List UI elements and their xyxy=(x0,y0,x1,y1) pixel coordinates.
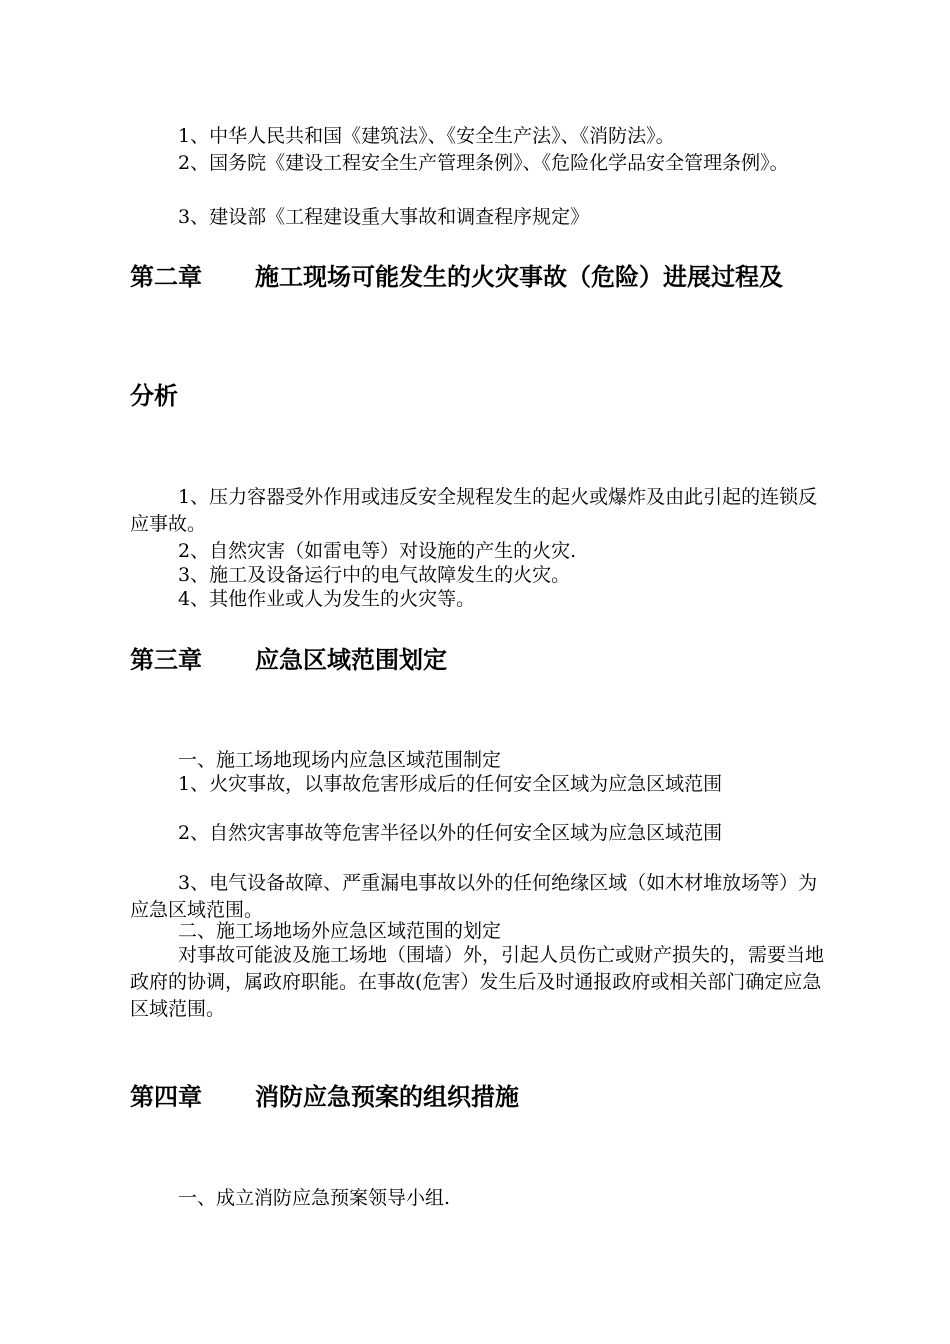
chapter-2-title-continued: 分析 xyxy=(130,382,178,410)
chapter-3-item-4: 3、电气设备故障、严重漏电事故以外的任何绝缘区域（如木材堆放场等）为应急区域范围。 xyxy=(130,872,818,921)
chapter-4-heading xyxy=(130,1082,850,1112)
chapter-2-heading xyxy=(130,262,850,292)
reference-item-2: 2、国务院《建设工程安全生产管理条例》、《危险化学品安全管理条例》。 xyxy=(178,152,789,174)
reference-item-3: 3、建设部《工程建设重大事故和调查程序规定》 xyxy=(178,206,590,228)
chapter-2-title: 施工现场可能发生的火灾事故（危险）进展过程及 xyxy=(255,263,783,291)
chapter-3-heading xyxy=(130,645,850,675)
chapter-3-item-6: 对事故可能波及施工场地（围墙）外，引起人员伤亡或财产损失的，需要当地政府的协调，属政府职能。在事故(危害）发生后及时通报政府或相关部门确定应急区域范围。 xyxy=(130,944,825,1020)
chapter-2-number: 第二章 xyxy=(130,263,202,291)
chapter-3-number: 第三章 xyxy=(130,646,202,674)
chapter-2-item-2: 2、自然灾害（如雷电等）对设施的产生的火灾. xyxy=(178,540,577,562)
chapter-3-item-2: 1、火灾事故，以事故危害形成后的任何安全区域为应急区域范围 xyxy=(178,773,723,795)
chapter-3-title: 应急区域范围划定 xyxy=(255,646,447,674)
chapter-3-item-1: 一、施工场地现场内应急区域范围制定 xyxy=(178,749,502,771)
chapter-2-item-3: 3、施工及设备运行中的电气故障发生的火灾。 xyxy=(178,564,571,586)
chapter-2-item-4: 4、其他作业或人为发生的火灾等。 xyxy=(178,588,476,610)
chapter-4-item-1: 一、成立消防应急预案领导小组. xyxy=(178,1187,451,1209)
chapter-4-number: 第四章 xyxy=(130,1083,202,1111)
reference-item-1: 1、中华人民共和国《建筑法》、《安全生产法》、《消防法》。 xyxy=(178,125,675,147)
chapter-2-item-1: 1、压力容器受外作用或违反安全规程发生的起火或爆炸及由此引起的连锁反应事故。 xyxy=(130,486,818,535)
chapter-4-title: 消防应急预案的组织措施 xyxy=(255,1083,519,1111)
chapter-3-item-5: 二、施工场地场外应急区域范围的划定 xyxy=(178,920,502,942)
chapter-3-item-3: 2、自然灾害事故等危害半径以外的任何安全区域为应急区域范围 xyxy=(178,822,723,844)
